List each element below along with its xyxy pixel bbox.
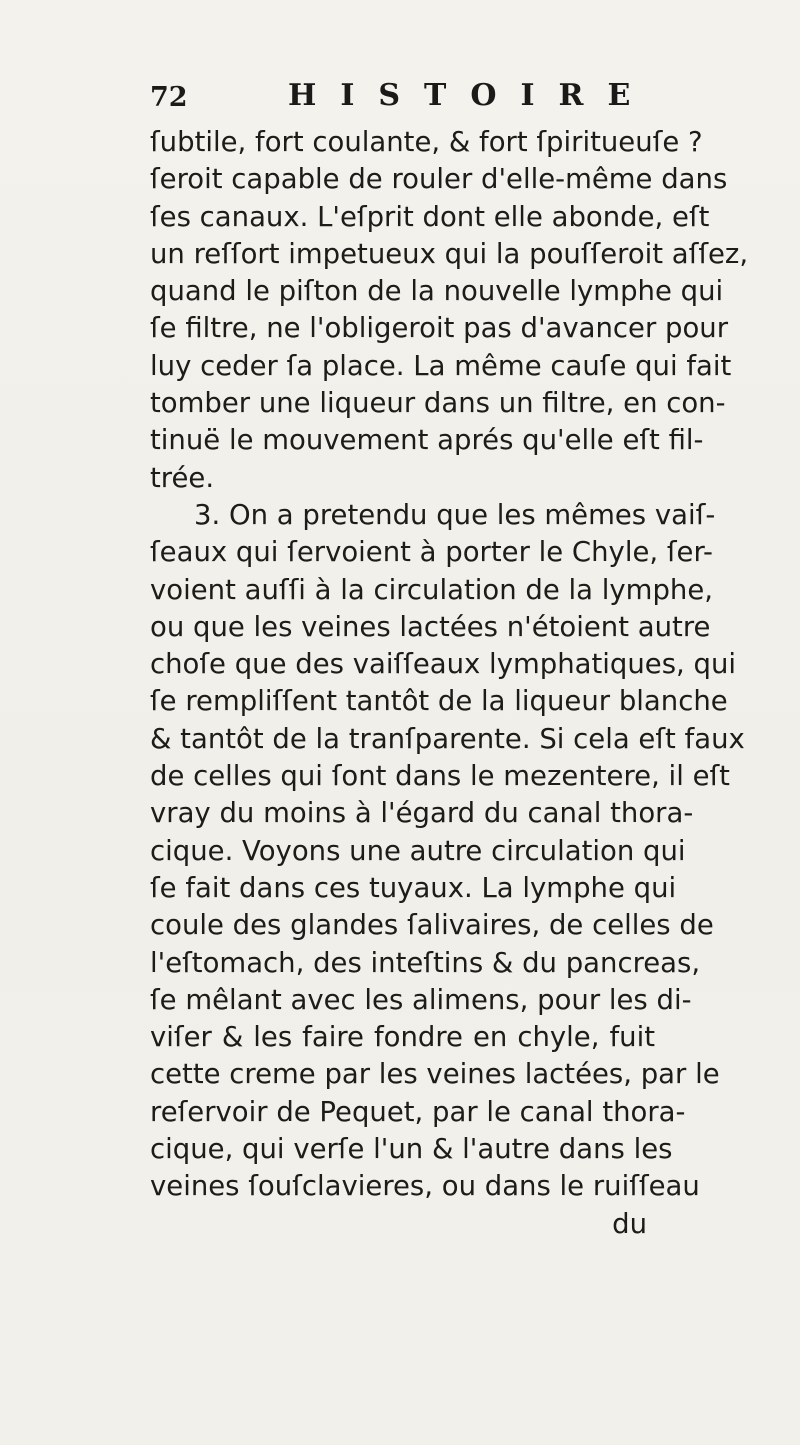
text-line: voient auſſi à la circulation de la lymphe, <box>150 573 713 606</box>
text-line: ſe fait dans ces tuyaux. La lymphe qui <box>150 871 677 904</box>
catchword: du <box>612 1207 647 1240</box>
text-line: cique. Voyons une autre circulation qui <box>150 834 686 867</box>
text-line: & tantôt de la tranſparente. Si cela eſt faux <box>150 722 745 755</box>
text-line: l'eſtomach, des inteſtins & du pancreas, <box>150 946 701 979</box>
page-number: 72 <box>150 82 188 113</box>
text-line: ſe rempliſſent tantôt de la liqueur blanche <box>150 685 728 718</box>
paragraph-start-line: 3. On a pretendu que les mêmes vaiſ- <box>194 498 716 531</box>
text-line: ſe mêlant avec les alimens, pour les di- <box>150 983 692 1016</box>
text-line: ſes canaux. L'eſprit dont elle abonde, eſt <box>150 200 710 233</box>
text-line: viſer & les faire fondre en chyle, fuit <box>150 1021 655 1054</box>
text-line: veines ſouſclavieres, ou dans le ruiſſeau <box>150 1170 700 1203</box>
text-line: ſe filtre, ne l'obligeroit pas d'avancer pour <box>150 312 729 345</box>
text-line: de celles qui ſont dans le mezentere, il eſt <box>150 760 730 793</box>
text-line: luy ceder ſa place. La même cauſe qui fait <box>150 349 732 382</box>
text-line: vray du moins à l'égard du canal thora- <box>150 797 694 830</box>
text-line: ſeaux qui ſervoient à porter le Chyle, ſer- <box>150 536 713 569</box>
text-line: tinuë le mouvement aprés qu'elle eſt fil- <box>150 424 704 457</box>
running-head: HISTOIRE <box>288 78 655 113</box>
text-line: choſe que des vaiſſeaux lymphatiques, qui <box>150 648 737 681</box>
text-line: reſervoir de Pequet, par le canal thora- <box>150 1095 686 1128</box>
text-line: trée. <box>150 461 215 494</box>
text-line: ſubtile, fort coulante, & fort ſpiritueuſe ? <box>150 126 703 158</box>
text-line: ou que les veines lactées n'étoient autre <box>150 610 711 643</box>
text-line: ſeroit capable de rouler d'elle-même dans <box>150 163 728 196</box>
text-line: cette creme par les veines lactées, par le <box>150 1058 720 1091</box>
text-line: quand le piſton de la nouvelle lymphe qui <box>150 275 724 308</box>
page-header <box>150 78 655 118</box>
text-line: coule des glandes ſalivaires, de celles de <box>150 909 714 942</box>
text-line: cique, qui verſe l'un & l'autre dans les <box>150 1133 673 1166</box>
text-line: un reſſort impetueux qui la pouſſeroit aſſez, <box>150 237 749 270</box>
body-text <box>150 124 749 1243</box>
text-line: tomber une liqueur dans un filtre, en con- <box>150 387 726 420</box>
